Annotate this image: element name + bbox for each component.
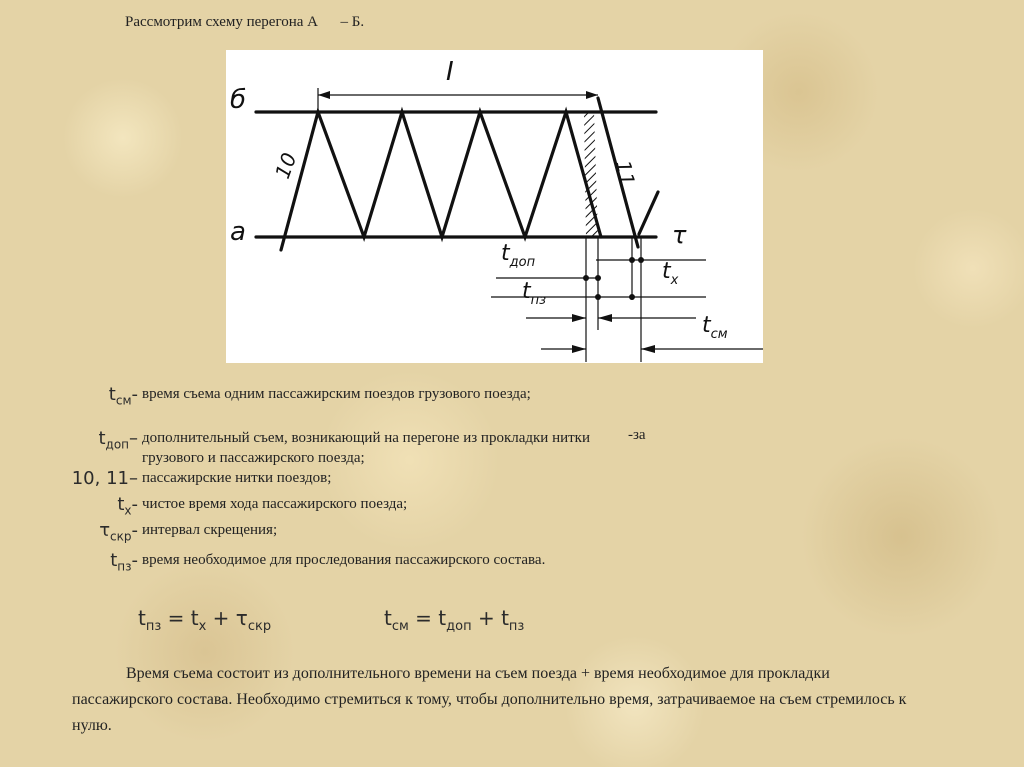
t-x-label: $t_х$ [662, 259, 679, 288]
symbol-t-dop: $t_{доп}-$ [98, 428, 138, 452]
t-dop-label: $t_{доп}$ [501, 241, 536, 270]
dot-1 [583, 275, 589, 281]
definition-text: дополнительный съем, возникающий на перегоне из прокладки нитки грузового и пассажирского поезда; [142, 430, 591, 466]
sm-arrow-in-right [598, 314, 612, 322]
passenger-thread-tail [639, 192, 658, 234]
thread-label-10: 10 [270, 149, 302, 182]
thread-label-11: 11 [611, 158, 640, 188]
definition-text: время съема одним пассажирским поездов грузового поезда; [142, 386, 531, 402]
symbol-t-sm: $t_{см}-$ [108, 384, 138, 408]
bottom-arrow-left [572, 345, 586, 353]
extra-time-hatch [584, 112, 598, 237]
definition-text: интервал скрещения; [142, 522, 278, 538]
symbol-t-pz: $t_{пз}-$ [110, 550, 138, 574]
symbol-threads: 10, 11– [71, 468, 138, 489]
period-arrow-right [586, 91, 598, 99]
dot-5 [595, 294, 601, 300]
bottom-station-label: а [230, 217, 246, 247]
t-pz-label: $t_{пз}$ [522, 279, 547, 308]
t-sm-label: $t_{см}$ [702, 313, 728, 342]
period-arrow-left [318, 91, 330, 99]
diagram-svg [226, 50, 763, 363]
dot-6 [629, 294, 635, 300]
period-label: I [446, 57, 454, 87]
definition-text: чистое время хода пассажирского поезда; [142, 496, 408, 512]
formula-t-sm: $t_{см} = t_{доп} + t_{пз}$ [384, 606, 525, 634]
slide-heading: Рассмотрим схему перегона А – Б. [125, 14, 365, 30]
symbol-t-x: $t_х-$ [117, 494, 138, 518]
dot-2 [595, 275, 601, 281]
section-schedule-diagram [226, 50, 763, 363]
freight-threads [281, 112, 601, 250]
sm-arrow-in-left [572, 314, 586, 322]
dot-4 [638, 257, 644, 263]
bottom-arrow-right [641, 345, 655, 353]
definition-tail-fragment: -за [628, 427, 646, 443]
conclusion-paragraph: Время съема состоит из дополнительного времени на съем поезда + время необходимое для прокладки пассажирского состава. Необходимо стремиться к тому, чтобы дополнительно время, затрачиваемое на съем стремилось к нулю. [72, 665, 907, 734]
definition-text: время необходимое для проследования пассажирского состава. [142, 552, 546, 568]
formula-t-pz: $t_{пз} = t_х + \tau_{скр}$ [138, 606, 272, 634]
top-station-label: б [230, 85, 247, 115]
tau-label: τ [672, 221, 687, 249]
dot-3 [629, 257, 635, 263]
definition-text: пассажирские нитки поездов; [142, 470, 332, 486]
symbol-tau-skr: $\tau_{скр}-$ [99, 520, 138, 544]
